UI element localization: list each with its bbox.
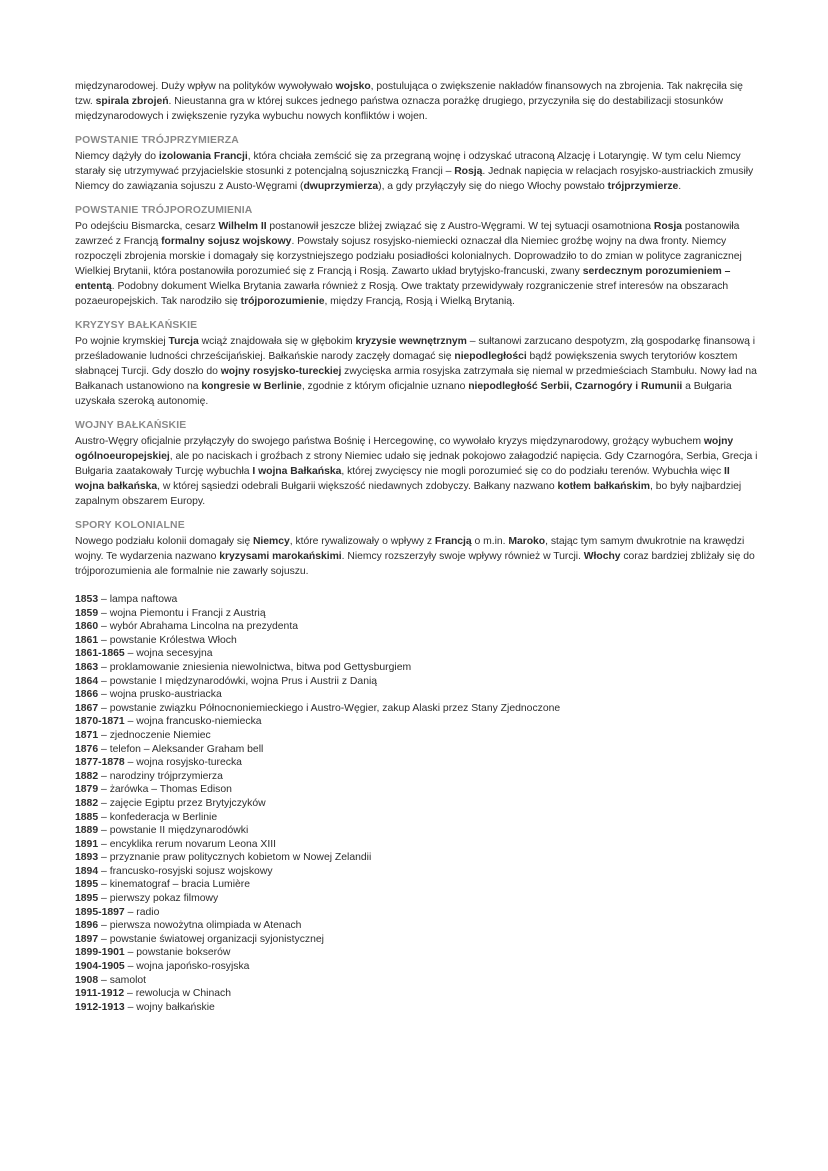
timeline-event: wybór Abrahama Lincolna na prezydenta	[109, 621, 298, 633]
timeline-item: 1895-1897 – radio	[75, 906, 160, 918]
timeline-event: proklamowanie zniesienia niewolnictwa, bitwa pod Gettysburgiem	[109, 661, 412, 673]
timeline-item: 1877-1878 – wojna rosyjsko-turecka	[75, 757, 242, 769]
text: Po wojnie krymskiej	[75, 336, 169, 347]
timeline-item: 1871 – zjednoczenie Niemiec	[75, 729, 211, 741]
section-paragraph	[75, 534, 758, 579]
timeline-event: powstanie związku Północnoniemieckiego i Austro-Węgier, zakup Alaski przez Stany Zjednoczone	[109, 702, 561, 714]
timeline-event: encyklika rerum novarum Leona XIII	[109, 838, 277, 850]
timeline-event: powstanie II międzynarodówki	[109, 825, 249, 837]
text: Niemcy dążyły do	[75, 151, 159, 162]
timeline-event: żarówka – Thomas Edison	[109, 784, 232, 796]
timeline-event: konfederacja w Berlinie	[109, 811, 218, 823]
bold-text: Francją	[434, 536, 472, 547]
text: – sułtanowi zarzucano despotyzm, złą gospodarkę finansową i prześladowanie ludności chrześcijańskiej. Bałkańskie narody zaczęły domagać się	[75, 336, 756, 362]
text: . Powstały sojusz rosyjsko-niemiecki oznaczał dla Niemiec groźbę wojny na dwa fronty. Niemcy rozpoczęli zbrojenia morskie i domagały się korzystniejszego podziału posiadłości kolonialnych. Doprowadziło to do zmian w polityce zagranicznej Wielkiej Brytanii, która postanowiła porozumieć się z Francją i Rosją. Zawarto układ brytyjsko-francuski, zwany	[75, 236, 742, 277]
text: bądź powiększenia swych terytoriów kosztem słabnącej Turcji. Gdy doszło do	[75, 351, 738, 377]
timeline-year: 1866	[75, 689, 99, 701]
timeline-item: 1861 – powstanie Królestwa Włoch	[75, 634, 237, 646]
timeline-item: 1896 – pierwsza nowożytna olimpiada w Atenach	[75, 920, 302, 932]
timeline-item: 1911-1912 – rewolucja w Chinach	[75, 988, 231, 1000]
section-paragraph	[75, 149, 758, 194]
timeline-event: radio	[136, 906, 160, 918]
bold-text: izolowania Francji	[158, 151, 248, 162]
timeline-event: powstanie bokserów	[136, 947, 231, 959]
bold-text: wojny rosyjsko-tureckiej	[220, 366, 342, 377]
timeline-event: wojna rosyjsko-turecka	[136, 757, 242, 769]
timeline-year: 1885	[75, 811, 99, 823]
timeline-item: 1908 – samolot	[75, 974, 147, 986]
bold-text: Niemcy	[252, 536, 290, 547]
timeline-event: rewolucja w Chinach	[135, 988, 231, 1000]
bold-text: kryzysie wewnętrznym	[355, 336, 467, 347]
timeline-year: 1911-1912	[75, 988, 125, 1000]
bold-text: kryzysami marokańskimi	[219, 551, 342, 562]
timeline-item: 1879 – żarówka – Thomas Edison	[75, 784, 232, 796]
timeline-event: powstanie Królestwa Włoch	[109, 634, 237, 646]
timeline-year: 1899-1901	[75, 947, 125, 959]
timeline-year: 1879	[75, 784, 99, 796]
text: Nowego podziału kolonii domagały się	[75, 536, 253, 547]
timeline-year: 1871	[75, 729, 99, 741]
bold-text: II wojna bałkańska	[75, 466, 730, 492]
bold-text: dwuprzymierza	[303, 181, 379, 192]
timeline-year: 1894	[75, 865, 99, 877]
timeline-event: wojna Piemontu i Francji z Austrią	[109, 607, 266, 619]
text: , bo były najbardziej zapalnym obszarem Europy.	[75, 481, 742, 507]
text: wciąż znajdowała się w głębokim	[198, 336, 356, 347]
timeline-item: 1897 – powstanie światowej organizacji syjonistycznej	[75, 933, 324, 945]
section-heading: WOJNY BAŁKAŃSKIE	[75, 420, 187, 431]
text: , które rywalizowały o wpływy z	[289, 536, 435, 547]
section-powstanie-trojporozumienia	[75, 204, 758, 309]
section-powstanie-trojprzymierza	[75, 134, 758, 194]
timeline-item: 1870-1871 – wojna francusko-niemiecka	[75, 716, 262, 728]
bold-text: spirala zbrojeń	[95, 96, 169, 107]
timeline-year: 1861-1865	[75, 648, 125, 660]
timeline-item: 1859 – wojna Piemontu i Francji z Austrią	[75, 607, 266, 619]
timeline-year: 1895	[75, 893, 99, 905]
text: międzynarodowej. Duży wpływ na polityków wywoływało	[75, 81, 336, 92]
section-heading: POWSTANIE TRÓJPRZYMIERZA	[75, 135, 239, 146]
timeline-item: 1885 – konfederacja w Berlinie	[75, 811, 218, 823]
timeline-item: 1895 – pierwszy pokaz filmowy	[75, 893, 219, 905]
timeline-year: 1891	[75, 838, 99, 850]
timeline-event: wojna prusko-austriacka	[109, 689, 222, 701]
timeline-year: 1882	[75, 770, 99, 782]
timeline-event: powstanie I międzynarodówki, wojna Prus i Austrii z Danią	[109, 675, 378, 687]
text: .	[678, 181, 682, 192]
timeline-year: 1897	[75, 933, 99, 945]
timeline-year: 1864	[75, 675, 99, 687]
bold-text: wojny ogólnoeuropejskiej	[75, 436, 734, 462]
timeline-item: 1853 – lampa naftowa	[75, 594, 178, 605]
timeline-year: 1895-1897	[75, 906, 125, 918]
bold-text: formalny sojusz wojskowy	[161, 236, 292, 247]
section-paragraph	[75, 434, 758, 509]
text: ), a gdy przyłączyły się do niego Włochy powstało	[378, 181, 608, 192]
timeline-event: francusko-rosyjski sojusz wojskowy	[109, 865, 273, 877]
bold-text: Włochy	[583, 551, 621, 562]
bold-text: niepodległość Serbii, Czarnogóry i Rumunii	[468, 381, 683, 392]
timeline-year: 1853	[75, 594, 99, 605]
timeline-year: 1908	[75, 974, 99, 986]
text: , w której sąsiedzi odebrali Bułgarii większość niedawnych zdobyczy. Bałkany nazwano	[157, 481, 558, 492]
text: a Bułgaria uzyskała szeroką autonomię.	[75, 381, 732, 407]
text: zwycięska armia rosyjska zatrzymała się niemal w przedmieściach Stambułu. Nowy ład na Bałkanach ustanowiono na	[75, 366, 757, 392]
section-kryzysy-balkanskie	[75, 319, 758, 409]
bold-text: Maroko	[508, 536, 546, 547]
timeline-year: 1896	[75, 920, 99, 932]
bold-text: kongresie w Berlinie	[201, 381, 302, 392]
timeline-event: zjednoczenie Niemiec	[109, 729, 211, 741]
timeline-event: zajęcie Egiptu przez Brytyjczyków	[109, 797, 266, 809]
timeline-item: 1904-1905 – wojna japońsko-rosyjska	[75, 961, 250, 973]
text: . Nieustanna gra w której sukces jednego państwa oznacza porażkę drugiego, przyczyniła się do destabilizacji stosunków międzynarodowych i zwiększenie ryzyka wybuchu nowych konfliktów i wojen.	[75, 96, 723, 122]
text: , stając tym samym dwukrotnie na krawędzi wojny. Te wydarzenia nazwano	[75, 536, 745, 562]
section-paragraph	[75, 334, 758, 409]
text: , zgodnie z którym oficjalnie uznano	[301, 381, 469, 392]
timeline-event: powstanie światowej organizacji syjonistycznej	[109, 933, 324, 945]
timeline-event: wojna francusko-niemiecka	[136, 716, 262, 728]
bold-text: kotłem bałkańskim	[557, 481, 650, 492]
timeline-event: pierwszy pokaz filmowy	[109, 893, 219, 905]
timeline-item: 1895 – kinematograf – bracia Lumière	[75, 879, 251, 891]
timeline-year: 1904-1905	[75, 961, 125, 973]
timeline-item: 1864 – powstanie I międzynarodówki, wojna Prus i Austrii z Danią	[75, 675, 378, 687]
timeline-year: 1876	[75, 743, 99, 755]
text: , między Francją, Rosją i Wielką Brytanią.	[324, 296, 515, 307]
bold-text: niepodległości	[454, 351, 527, 362]
timeline-year: 1895	[75, 879, 99, 891]
timeline-event: lampa naftowa	[109, 594, 178, 605]
text: postanowiła zawrzeć z Francją	[75, 221, 740, 247]
timeline-year: 1861	[75, 634, 99, 646]
timeline-item: 1893 – przyznanie praw politycznych kobietom w Nowej Zelandii	[75, 852, 372, 864]
bold-text: Rosją	[454, 166, 483, 177]
timeline-year: 1889	[75, 825, 99, 837]
timeline-item: 1899-1901 – powstanie bokserów	[75, 947, 231, 959]
timeline-year: 1877-1878	[75, 757, 125, 769]
timeline-year: 1867	[75, 702, 99, 714]
text: postanowił jeszcze bliżej związać się z Austro-Węgrami. W tej sytuacji osamotniona	[266, 221, 654, 232]
timeline-item: 1882 – zajęcie Egiptu przez Brytyjczyków	[75, 797, 266, 809]
intro-paragraph	[75, 79, 758, 124]
text: . Jednak napięcia w relacjach rosyjsko-austriackich zmusiły Niemcy do zawiązania sojuszu z Austo-Węgrami (	[75, 166, 754, 192]
timeline-year: 1859	[75, 607, 99, 619]
timeline-item: 1861-1865 – wojna secesyjna	[75, 648, 213, 660]
timeline-event: wojny bałkańskie	[136, 1001, 215, 1013]
text: . Niemcy rozszerzyły swoje wpływy również w Turcji.	[341, 551, 584, 562]
timeline-event: narodziny trójprzymierza	[109, 770, 223, 782]
timeline-event: wojna secesyjna	[136, 648, 213, 660]
bold-text: I wojna Bałkańska	[252, 466, 342, 477]
timeline-list	[75, 593, 758, 1014]
section-paragraph	[75, 219, 758, 309]
section-heading: SPORY KOLONIALNE	[75, 520, 185, 531]
section-spory-kolonialne	[75, 519, 758, 579]
timeline-year: 1882	[75, 797, 99, 809]
bold-text: Wilhelm II	[218, 221, 267, 232]
timeline-event: telefon – Aleksander Graham bell	[109, 743, 264, 755]
timeline-year: 1893	[75, 852, 99, 864]
timeline-year: 1863	[75, 661, 99, 673]
timeline-event: wojna japońsko-rosyjska	[136, 961, 250, 973]
text: , postulująca o zwiększenie nakładów finansowych na zbrojenia. Tak nakręciła się tzw.	[75, 81, 743, 107]
timeline-year: 1912-1913	[75, 1001, 125, 1013]
text: , która chciała zemścić się za przegraną wojnę i odzyskać utraconą Alzację i Lotaryngię. W tym celu Niemcy starały się utrzymywać przyjacielskie stosunki z potencjalną sojuszniczką Francji –	[75, 151, 741, 177]
timeline-item: 1891 – encyklika rerum novarum Leona XIII	[75, 838, 277, 850]
timeline-item: 1860 – wybór Abrahama Lincolna na prezydenta	[75, 621, 298, 633]
timeline-year: 1870-1871	[75, 716, 125, 728]
timeline-item: 1863 – proklamowanie zniesienia niewolnictwa, bitwa pod Gettysburgiem	[75, 661, 412, 673]
text: , ale po naciskach i groźbach z strony Niemiec udało się jednak pokojowo załagodzić napięcia. Gdy Czarnogóra, Serbia, Grecja i Bułgaria zaatakowały Turcję wybuchła	[75, 451, 758, 477]
bold-text: wojsko	[335, 81, 371, 92]
bold-text: trójporozumienie	[240, 296, 325, 307]
bold-text: Turcja	[168, 336, 199, 347]
timeline-item: 1867 – powstanie związku Północnoniemieckiego i Austro-Węgier, zakup Alaski przez Stany Zjednoczone	[75, 702, 561, 714]
timeline-year: 1860	[75, 621, 99, 633]
text: o m.in.	[471, 536, 509, 547]
timeline-item: 1866 – wojna prusko-austriacka	[75, 689, 222, 701]
timeline-event: przyznanie praw politycznych kobietom w Nowej Zelandii	[109, 852, 372, 864]
section-wojny-balkanskie	[75, 419, 758, 509]
bold-text: Rosja	[653, 221, 683, 232]
timeline-item: 1889 – powstanie II międzynarodówki	[75, 825, 249, 837]
section-heading: POWSTANIE TRÓJPOROZUMIENIA	[75, 205, 253, 216]
text: , której zwycięscy nie mogli porozumieć się co do podziału terenów. Wybuchła więc	[341, 466, 725, 477]
section-heading: KRYZYSY BAŁKAŃSKIE	[75, 320, 198, 331]
timeline-item: 1894 – francusko-rosyjski sojusz wojskowy	[75, 865, 273, 877]
timeline-event: samolot	[109, 974, 147, 986]
text: Po odejściu Bismarcka, cesarz	[75, 221, 219, 232]
timeline-event: kinematograf – bracia Lumière	[109, 879, 251, 891]
timeline-item: 1912-1913 – wojny bałkańskie	[75, 1001, 215, 1013]
text: Austro-Węgry oficjalnie przyłączyły do swojego państwa Bośnię i Hercegowinę, co wywołało kryzys międzynarodowy, grożący wybuchem	[75, 436, 704, 447]
bold-text: serdecznym porozumieniem – ententą	[75, 266, 731, 292]
bold-text: trójprzymierze	[607, 181, 679, 192]
text: coraz bardziej zbliżały się do trójporozumienia ale formalnie nie zawarły sojuszu.	[75, 551, 755, 577]
timeline-event: pierwsza nowożytna olimpiada w Atenach	[109, 920, 302, 932]
timeline-item: 1876 – telefon – Aleksander Graham bell	[75, 743, 264, 755]
text: . Podobny dokument Wielka Brytania zawarła również z Rosją. Owe traktaty przewidywały rozgraniczenie stref interesów na obszarach pozaeuropejskich. Tak narodziło się	[75, 281, 729, 307]
timeline-item: 1882 – narodziny trójprzymierza	[75, 770, 223, 782]
